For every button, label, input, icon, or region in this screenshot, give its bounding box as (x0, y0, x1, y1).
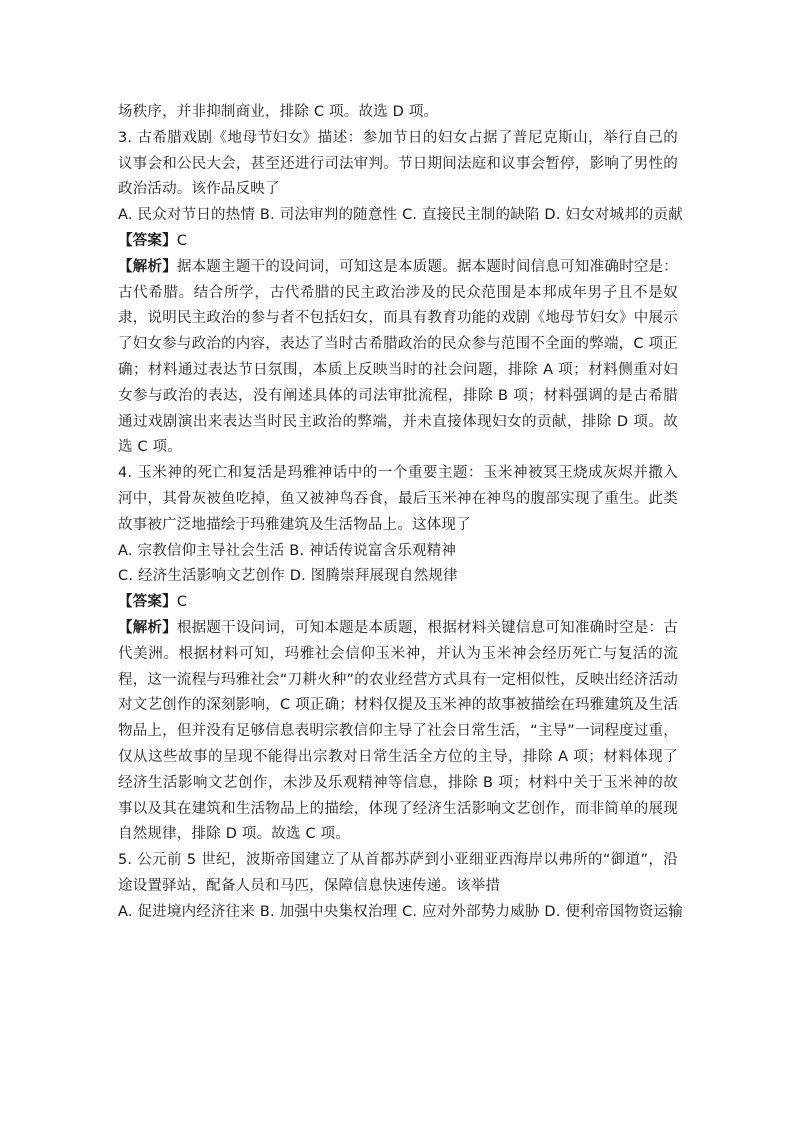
analysis-label: 【解析】 (118, 258, 177, 275)
analysis-label: 【解析】 (118, 619, 177, 636)
paragraph-continuation: 场秩序，并非抑制商业，排除 C 项。故选 D 项。 (118, 104, 439, 120)
answer-label: 【答案】 (118, 232, 177, 249)
question-3-analysis (118, 255, 678, 461)
question-3-options: A. 民众对节日的热情 B. 司法审判的随意性 C. 直接民主制的缺陷 D. 妇女对城邦的贡献 (118, 207, 683, 224)
document-content (118, 100, 683, 926)
question-4-answer (118, 590, 678, 616)
question-3-stem: 3. 古希腊戏剧《地母节妇女》描述：参加节日的妇女占据了普尼克斯山，举行自己的议事会和公民大会，甚至还进行司法审判。节日期间法庭和议事会暂停，影响了男性的政治活动。该作品反映了 (118, 129, 678, 198)
question-4-options-cd: C. 经济生活影响文艺创作 D. 图腾崇拜展现自然规律 (118, 568, 458, 585)
question-3-answer (118, 229, 678, 255)
analysis-text: 根据题干设问词，可知本题是本质题，根据材料关键信息可知准确时空是：古代美洲。根据材料可知，玛雅社会信仰玉米神，并认为玉米神会经历死亡与复活的流程，这一流程与玛雅社会“刀耕火种”的农业经营方式具有一定相似性，反映出经济活动对文艺创作的深刻影响，C 项正确；材料仅提及玉米神的故事被描绘在玛雅建筑及生活物品上，但并没有足够信息表明宗教信仰主导了社会日常生活，“主导”一词程度过重，仅从这些故事的呈现不能得出宗教对日常生活全方位的主导，排除 A 项；材料体现了经济生活影响文艺创作，未涉及乐观精神等信息，排除 B 项；材料中关于玉米神的故事以及其在建筑和生活物品上的描绘，体现了经济生活影响文艺创作，而非简单的展现自然规律，排除 D 项。故选 C 项。 (118, 619, 678, 843)
question-4-analysis (118, 616, 678, 848)
analysis-text: 据本题主题干的设问词，可知这是本质题。据本题时间信息可知准确时空是：古代希腊。结合所学，古代希腊的民主政治涉及的民众范围是本邦成年男子且不是奴隶，说明民主政治的参与者不包括妇女，而具有教育功能的戏剧《地母节妇女》中展示了妇女参与政治的内容，表达了当时古希腊政治的民众参与范围不全面的弊端，C 项正确；材料通过表达节日氛围，本质上反映当时的社会问题，排除 A 项；材料侧重对妇女参与政治的表达，没有阐述具体的司法审批流程，排除 B 项；材料强调的是古希腊通过戏剧演出来表达当时民主政治的弊端，并未直接体现妇女的贡献，排除 D 项。故选 C 项。 (118, 258, 678, 456)
question-4-options-ab: A. 宗教信仰主导社会生活 B. 神话传说富含乐观精神 (118, 542, 457, 559)
answer-value: C (176, 232, 188, 249)
answer-label: 【答案】 (118, 594, 177, 611)
question-4-stem: 4. 玉米神的死亡和复活是玛雅神话中的一个重要主题：玉米神被冥王烧成灰烬并撒入河中，其骨灰被鱼吃掉，鱼又被神鸟吞食，最后玉米神在神鸟的腹部实现了重生。此类故事被广泛地描绘于玛雅建筑及生活物品上。这体现了 (118, 465, 678, 533)
answer-value: C (176, 594, 188, 611)
question-5-options: A. 促进境内经济往来 B. 加强中央集权治理 C. 应对外部势力威胁 D. 便利帝国物资运输 (118, 903, 683, 920)
question-5-stem: 5. 公元前 5 世纪，波斯帝国建立了从首都苏萨到小亚细亚西海岸以弗所的“御道”，沿途设置驿站，配备人员和马匹，保障信息快速传递。该举措 (118, 852, 678, 894)
